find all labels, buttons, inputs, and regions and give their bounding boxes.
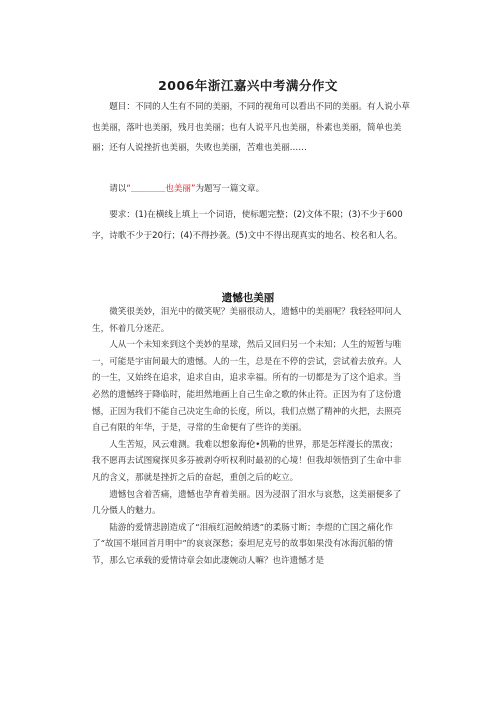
prompt-instruction: [92, 179, 414, 200]
prompt-section: [92, 97, 414, 159]
instruction-suffix: 为题写一篇文章。: [195, 184, 265, 194]
essay-paragraph: 人生苦短，风云难测。我难以想象海伦•凯勒的世界，那是怎样漫长的黑夜；我不愿再去试图窥探贝多芬被剥夺听权利时最初的心境！但我却领悟到了生命中非凡的含义，那就是挫折之后的奋起，重创之后的屹立。: [92, 439, 402, 483]
essay-paragraph: 遗憾包含着苦痛，遗憾也孕育着美丽。因为浸泅了泪水与哀愁，这美丽便多了几分慑人的魅力。: [92, 489, 402, 517]
instruction-prefix: 请以: [109, 184, 127, 194]
essay-paragraph: 微笑很美妙，泪光中的微笑呢？美丽很动人，遗憾中的美丽呢？我轻轻叩问人生，怀着几分迷茫。: [92, 307, 402, 334]
essay-body: [92, 304, 402, 570]
document-title: 2006年浙江嘉兴中考满分作文: [158, 78, 338, 93]
essay-paragraph: 陆游的爱情悲剧造成了“泪痕红浥鲛绡透”的柔肠寸断；李煜的亡国之痛化作了“故国不堪回首月明中”的哀哀深愁；泰坦尼克号的故事如果没有冰海沉船的情节，那么它承载的爱情诗章会如此凄婉动人嘛？也许遗憾才是: [92, 522, 393, 566]
instruction-title-blank: “＿＿＿＿也美丽”: [126, 184, 196, 194]
prompt-requirements: [92, 205, 414, 246]
requirements-text: 要求：(1)在横线上填上一个词语，使标题完整；(2)文体不限；(3)不少于600字，诗歌不少于20行；(4)不得抄袭。(5)文中不得出现真实的地名、校名和人名。: [92, 210, 403, 241]
prompt-topic: 题目：不同的人生有不同的美丽，不同的视角可以看出不同的美丽。有人说小草也美丽，落叶也美丽，残月也美丽；也有人说平凡也美丽，朴素也美丽，简单也美丽；还有人说挫折也美丽，失败也美丽，苦难也美丽……: [92, 102, 410, 153]
essay-paragraph: 人从一个未知来到这个美妙的星球，然后又回归另一个未知；人生的短暂与唯一，可能是宇宙间最大的遗憾。人的一生，总是在不停的尝试，尝试着去放弃。人的一生，又始终在追求，追求自由，追求幸福。所有的一切都是为了这个追求。当必然的遗憾终于降临时，能坦然地画上自己生命之歌的休止符。正因为有了这份遗憾，正因为我们不能自己决定生命的长度，所以，我们点燃了精神的火把，去照亮自己有限的年华，于是，寻常的生命便有了些许的美丽。: [92, 340, 402, 434]
essay-title: 遗憾也美丽: [221, 292, 275, 304]
